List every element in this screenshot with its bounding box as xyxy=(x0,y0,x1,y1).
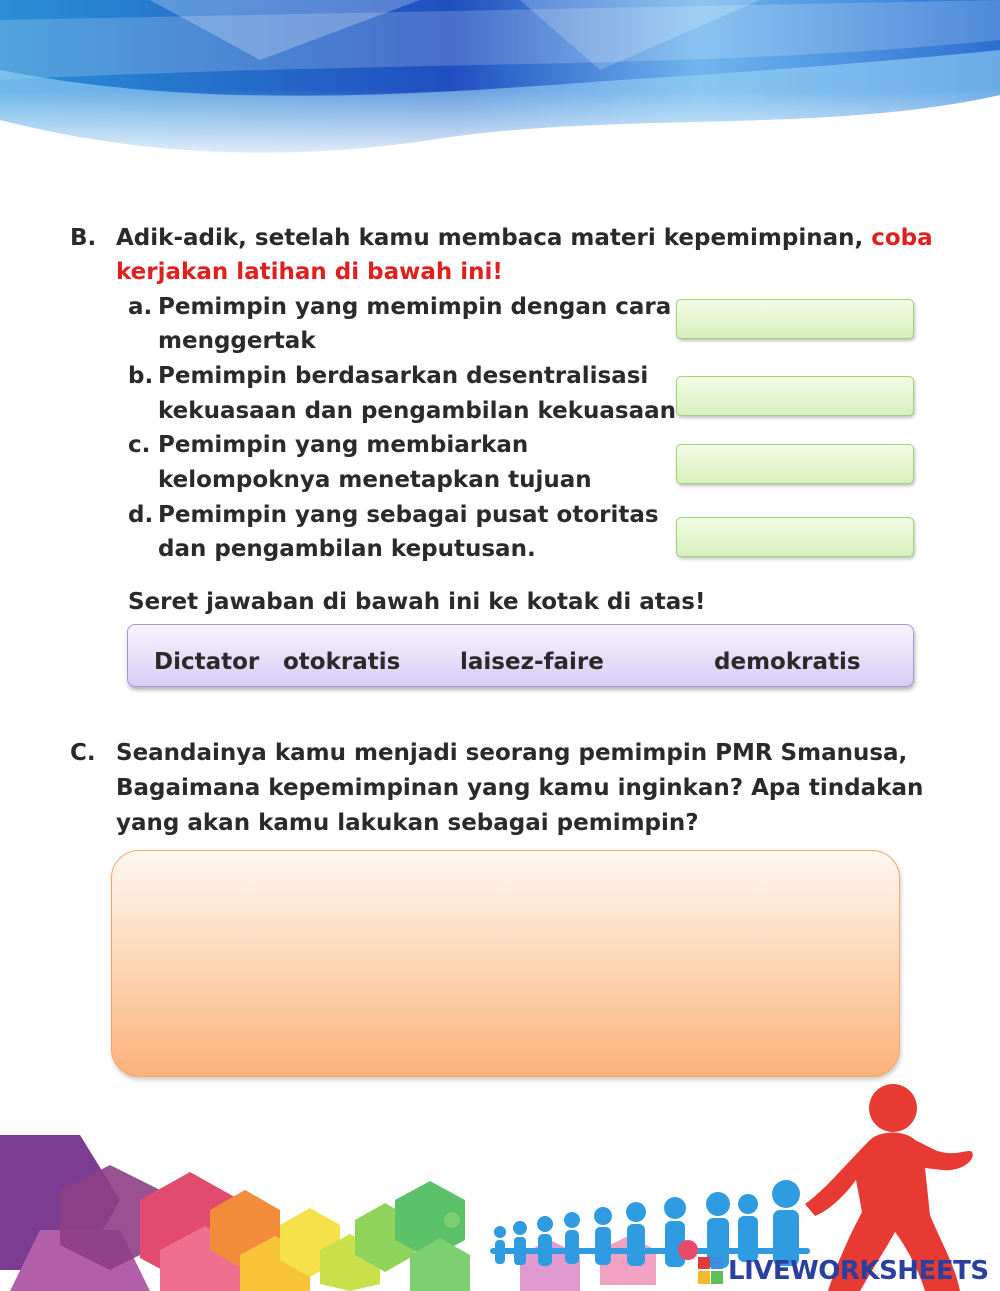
item-c-line1: Pemimpin yang membiarkan xyxy=(158,432,529,458)
item-a-line1: Pemimpin yang memimpin dengan cara xyxy=(158,294,672,320)
intro-red-line2: kerjakan latihan di bawah ini! xyxy=(116,259,503,285)
logo-text: LIVEWORKSHEETS xyxy=(728,1256,989,1286)
section-b-intro xyxy=(116,221,933,255)
header-banner xyxy=(0,0,1000,170)
drag-instruction: Seret jawaban di bawah ini ke kotak di atas! xyxy=(128,589,706,615)
intro-text: Adik-adik, setelah kamu membaca materi kepemimpinan, xyxy=(116,225,864,251)
word-laisez-faire[interactable]: laisez-faire xyxy=(460,649,604,675)
word-otokratis[interactable]: otokratis xyxy=(283,649,401,675)
drop-box-b[interactable] xyxy=(676,376,914,416)
drop-box-d[interactable] xyxy=(676,517,914,557)
section-c-marker: C. xyxy=(70,740,96,766)
intro-red-text: coba xyxy=(871,225,933,251)
logo-badge-icon xyxy=(698,1257,724,1285)
item-b-letter: b. xyxy=(128,363,154,389)
section-c-line1: Seandainya kamu menjadi seorang pemimpin PMR Smanusa, xyxy=(116,740,908,766)
item-a-letter: a. xyxy=(128,294,153,320)
answer-textarea[interactable] xyxy=(111,850,900,1077)
drop-box-a[interactable] xyxy=(676,299,914,339)
section-c-line3: yang akan kamu lakukan sebagai pemimpin? xyxy=(116,810,699,836)
section-c-line2: Bagaimana kepemimpinan yang kamu inginkan? Apa tindakan xyxy=(116,775,924,801)
drop-box-c[interactable] xyxy=(676,444,914,484)
word-dictator[interactable]: Dictator xyxy=(154,649,260,675)
word-demokratis[interactable]: demokratis xyxy=(714,649,861,675)
item-b-line1: Pemimpin berdasarkan desentralisasi xyxy=(158,363,649,389)
section-b-marker: B. xyxy=(70,225,97,251)
item-d-line2: dan pengambilan keputusan. xyxy=(158,536,536,562)
item-d-line1: Pemimpin yang sebagai pusat otoritas xyxy=(158,502,659,528)
item-c-line2: kelompoknya menetapkan tujuan xyxy=(158,467,592,493)
item-d-letter: d. xyxy=(128,502,154,528)
item-a-line2: menggertak xyxy=(158,328,316,354)
item-c-letter: c. xyxy=(128,432,151,458)
item-b-line2: kekuasaan dan pengambilan kekuasaan xyxy=(158,398,677,424)
